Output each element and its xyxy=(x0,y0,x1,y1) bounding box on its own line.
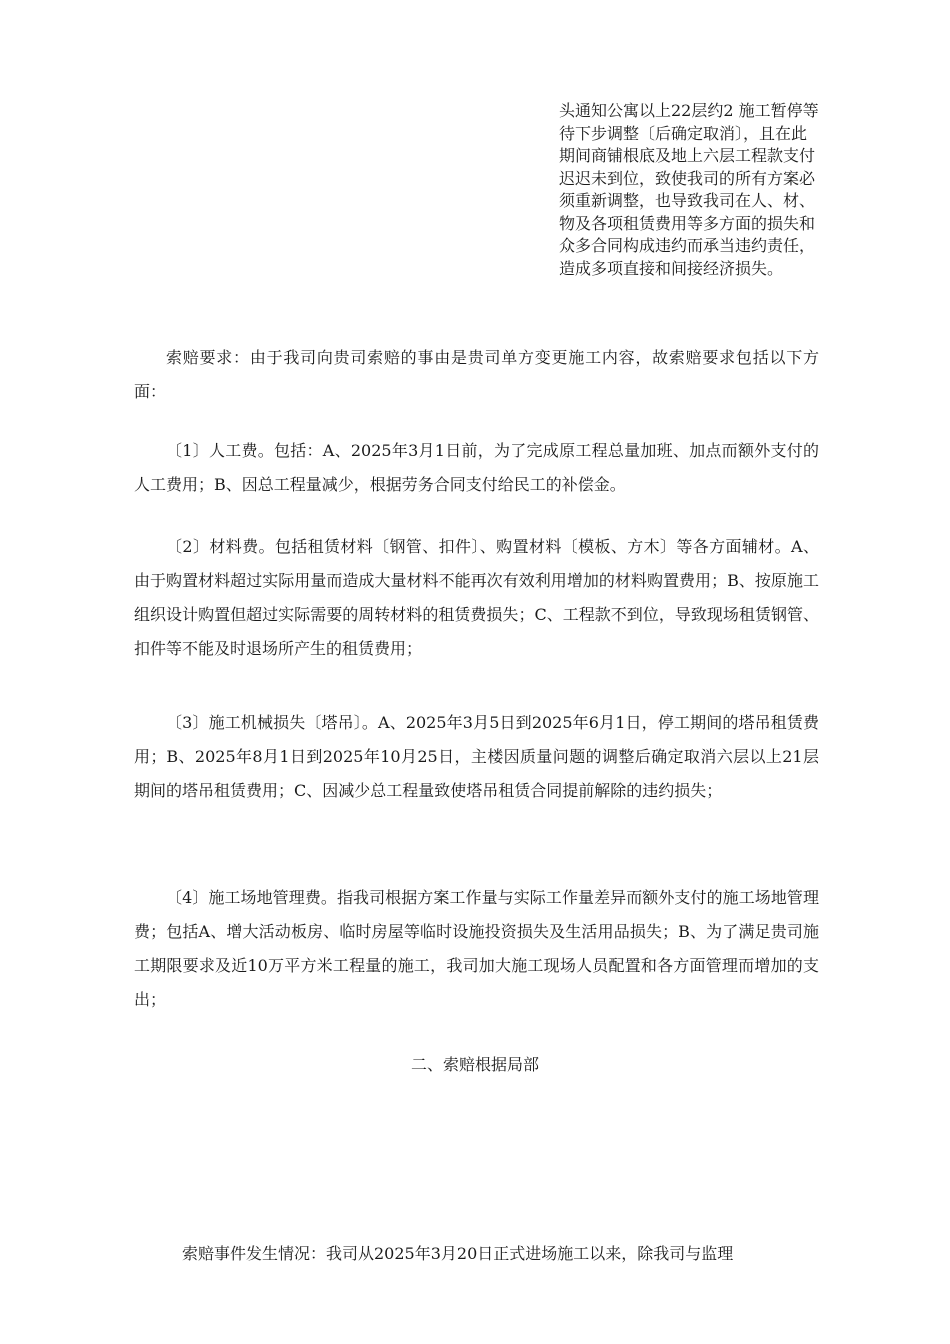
material-cost-paragraph: 〔2〕材料费。包括租赁材料〔钢管、扣件〕、购置材料〔模板、方木〕等各方面辅材。A、由于购置材料超过实际用量而造成大量材料不能再次有效利用增加的材料购置费用；B、按原施工组织设计购置但超过实际需要的周转材料的租赁费损失；C、工程款不到位，导致现场租赁钢管、扣件等不能及时退场所产生的租赁费用； xyxy=(134,537,819,658)
continuation-text: 头通知公寓以上22层约2 施工暂停等待下步调整〔后确定取消〕，且在此期间商铺根底及地上六层工程款支付迟迟未到位，致使我司的所有方案必须重新调整，也导致我司在人、材、物及各项租赁费用等多方面的损失和众多合同构成违约而承当违约责任，造成多项直接和间接经济损失。 xyxy=(559,101,819,278)
machinery-loss-paragraph: 〔3〕施工机械损失〔塔吊〕。A、2025年3月5日到2025年6月1日，停工期间的塔吊租赁费用；B、2025年8月1日到2025年10月25日，主楼因质量问题的调整后确定取消六层以上21层期间的塔吊租赁费用；C、因减少总工程量致使塔吊租赁合同提前解除的违约损失； xyxy=(134,713,819,800)
site-management-paragraph: 〔4〕施工场地管理费。指我司根据方案工作量与实际工作量差异而额外支付的施工场地管理费；包括A、增大活动板房、临时房屋等临时设施投资损失及生活用品损失；B、为了满足贵司施工期限要求及近10万平方米工程量的施工，我司加大施工现场人员配置和各方面管理而增加的支出； xyxy=(134,888,819,1009)
labor-cost-paragraph: 〔1〕人工费。包括：A、2025年3月1日前，为了完成原工程总量加班、加点而额外支付的人工费用；B、因总工程量减少，根据劳务合同支付给民工的补偿金。 xyxy=(134,441,819,494)
section-heading: 二、索赔根据局部 xyxy=(410,1055,539,1074)
claim-requirements-paragraph: 索赔要求：由于我司向贵司索赔的事由是贵司单方变更施工内容，故索赔要求包括以下方面： xyxy=(134,348,819,401)
claim-event-paragraph: 索赔事件发生情况：我司从2025年3月20日正式进场施工以来，除我司与监理 xyxy=(182,1244,734,1263)
